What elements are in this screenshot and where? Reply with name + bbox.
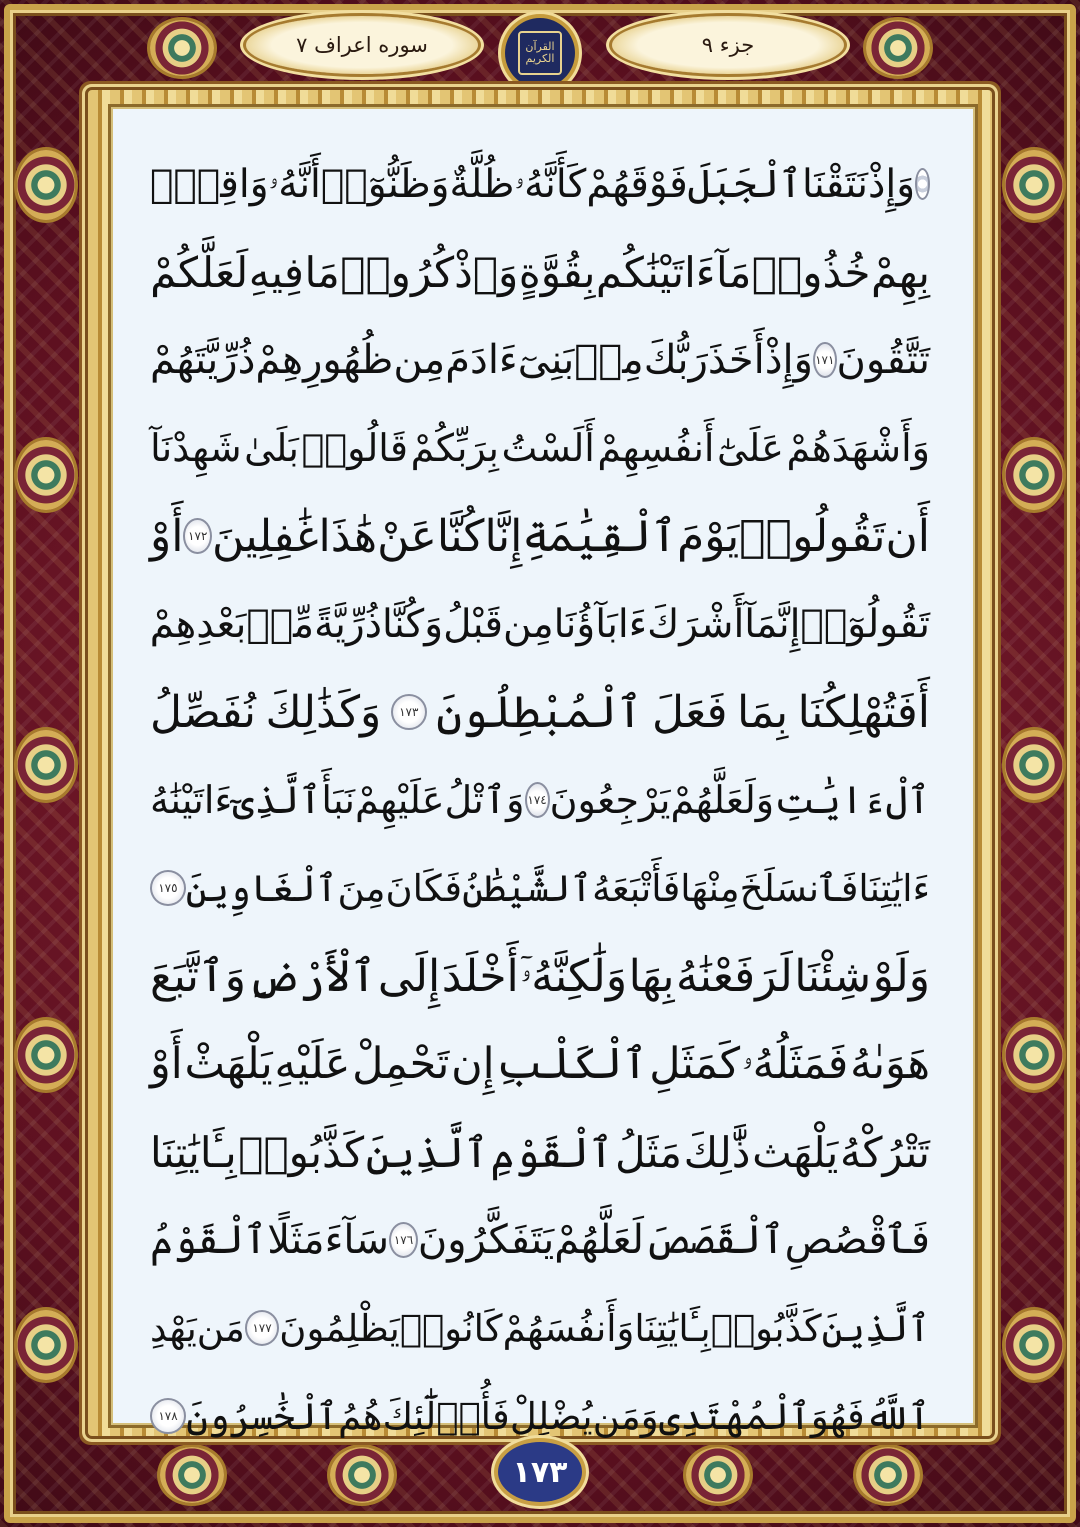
ayah-number-marker: ١٧٧ bbox=[245, 1310, 280, 1346]
verse-word: وَكُنَّا bbox=[382, 601, 444, 647]
verse-word: مَا bbox=[304, 247, 340, 297]
verse-word: مِنۢ bbox=[574, 337, 644, 383]
verse-word: شَهِدْنَآ bbox=[150, 426, 242, 470]
verse-word: ظُهُورِهِمْ bbox=[255, 337, 394, 383]
verse-word: فَأُو۟لَٰٓئِكَ bbox=[382, 1394, 510, 1438]
verse-word: بَعْدِهِمْ bbox=[149, 601, 247, 647]
verse-word: ٱلَّذِينَ bbox=[821, 1306, 930, 1350]
verse-word: ظُلَّةٌ bbox=[449, 161, 515, 207]
ayah-number-marker: ١٧٢ bbox=[183, 518, 211, 554]
verse-word: مَن bbox=[196, 1306, 245, 1350]
verse-word: إِن bbox=[451, 1039, 495, 1089]
verse-word: ٱلَّذِىٓ bbox=[232, 778, 322, 822]
verse-word: أَوْ bbox=[150, 510, 184, 562]
ayah-number-marker: ١٧١ bbox=[813, 342, 837, 378]
verse-word: كَمَثَلِ bbox=[649, 1039, 741, 1089]
verse-line bbox=[150, 1196, 930, 1284]
verse-word: ذُرِّيَّتَهُمْ bbox=[150, 337, 256, 383]
verse-word: سَآءَ bbox=[324, 1217, 390, 1263]
ayah-number-marker: ١٧٤ bbox=[525, 782, 550, 818]
verse-word: ءَايَٰتِنَا bbox=[858, 866, 930, 910]
surah-label: سوره اعراف ۷ bbox=[296, 33, 428, 57]
verse-word: بِمَا bbox=[737, 686, 789, 738]
border-medallion-icon bbox=[17, 1020, 75, 1090]
verse-word: بِرَبِّكُمْ bbox=[410, 426, 499, 470]
verse-word: ءَابَآؤُنَا bbox=[553, 601, 648, 647]
verse-word: وَإِذْ bbox=[868, 161, 916, 207]
verse-word: مَثَلُ bbox=[615, 1127, 682, 1177]
verse-word: ٱلْأَرْضِ bbox=[247, 950, 377, 1002]
verse-word: ٱلْقَوْمُ bbox=[150, 1217, 268, 1263]
verse-word: أَفَتُهْلِكُنَا bbox=[797, 686, 930, 738]
verse-word: عَلَيْهِ bbox=[274, 1039, 351, 1089]
verse-word: وَمَن bbox=[592, 1394, 659, 1438]
verse-word: ٱلْكَلْبِ bbox=[496, 1039, 648, 1089]
verse-word: ذَّٰلِكَ bbox=[683, 1127, 751, 1177]
verse-line bbox=[150, 140, 930, 228]
verse-word: كَأَنَّهُۥ bbox=[514, 161, 587, 207]
page-number: ١٧٣ bbox=[512, 1454, 568, 1490]
verse-word: ٱلْمُبْطِلُونَ bbox=[436, 686, 643, 738]
verse-word: مِن bbox=[503, 601, 554, 647]
rub-el-hizb-icon bbox=[915, 168, 930, 200]
ayah-number-marker: ١٧٣ bbox=[391, 694, 427, 730]
verse-word: ءَادَمَ bbox=[445, 337, 518, 383]
border-medallion-icon bbox=[866, 20, 930, 76]
verse-word: تَقُولُوا۟ bbox=[739, 510, 886, 562]
verse-word: ءَاتَيْنَٰكُم bbox=[595, 247, 716, 297]
ayah-number-marker: ١٧٨ bbox=[150, 1398, 186, 1434]
verse-word: ٱلْقَصَصَ bbox=[644, 1217, 785, 1263]
border-medallion-icon bbox=[17, 440, 75, 510]
verse-word: إِنَّمَآ bbox=[744, 601, 801, 647]
verse-word: نُفَصِّلُ bbox=[150, 686, 256, 738]
verse-word: غَٰفِلِينَ bbox=[211, 510, 319, 562]
verse-word: ٱلْمُهْتَدِى bbox=[658, 1394, 811, 1438]
page-number-medallion bbox=[498, 1442, 582, 1502]
verse-word: فِيهِ bbox=[248, 247, 304, 297]
border-medallion-icon bbox=[17, 1310, 75, 1380]
verse-word: قَبْلُ bbox=[443, 601, 504, 647]
verse-word: مَثَلًا bbox=[267, 1217, 325, 1263]
verse-word: بِهِمْ bbox=[870, 247, 930, 297]
verse-word: قَالُوا۟ bbox=[301, 426, 409, 470]
verse-word: كَانُوا۟ bbox=[399, 1306, 503, 1350]
verse-word: يَرْجِعُونَ bbox=[549, 778, 671, 822]
border-medallion-icon bbox=[1005, 730, 1063, 800]
border-medallion-icon bbox=[1005, 150, 1063, 220]
verse-word: كُنَّا bbox=[436, 510, 485, 562]
verse-word: وَأَنفُسَهُمْ bbox=[502, 1306, 635, 1350]
border-medallion-icon bbox=[1005, 440, 1063, 510]
verse-word: أَنفُسِهِمْ bbox=[597, 426, 715, 470]
verse-word: ٱلَّذِينَ bbox=[365, 1127, 489, 1177]
verse-word: بِـَٔايَٰتِنَا bbox=[150, 1127, 237, 1177]
verse-word: هَوَىٰهُ bbox=[850, 1039, 930, 1089]
border-medallion-icon bbox=[150, 20, 214, 76]
verse-word: أَوْ bbox=[150, 1039, 183, 1089]
verse-word: نَبَأَ bbox=[321, 778, 355, 822]
verse-word: كَذَّبُوا۟ bbox=[710, 1306, 822, 1350]
verse-word: تَتْرُكْهُ bbox=[839, 1127, 930, 1177]
verse-word: أَشْرَكَ bbox=[647, 601, 745, 647]
verse-word: ٱلْجَبَلَ bbox=[687, 161, 802, 207]
verse-word: ٱلْخَٰسِرُونَ bbox=[186, 1394, 339, 1438]
verse-word: تَحْمِلْ bbox=[352, 1039, 450, 1089]
verse-word: ٱلشَّيْطَٰنُ bbox=[462, 866, 593, 910]
logo-text: القرآن الكريم bbox=[525, 40, 555, 65]
juz-cartouche bbox=[612, 16, 844, 74]
verse-word: لَعَلَّكُمْ bbox=[150, 247, 249, 297]
verse-word: إِنَّا bbox=[484, 510, 523, 562]
logo-square bbox=[518, 31, 562, 75]
verse-word: ذُرِّيَّةً bbox=[314, 601, 383, 647]
verse-word: مِنَ bbox=[337, 866, 386, 910]
verse-word: وَكَذَٰلِكَ bbox=[265, 686, 382, 738]
quran-logo-icon bbox=[505, 18, 575, 88]
verse-word: يُضْلِلْ bbox=[509, 1394, 593, 1438]
verse-word: أَن bbox=[885, 510, 930, 562]
verse-word: عَنْ bbox=[377, 510, 437, 562]
verse-line bbox=[150, 580, 930, 668]
verse-word: وَٱذْكُرُوا۟ bbox=[340, 247, 519, 297]
verse-word: فَوْقَهُمْ bbox=[586, 161, 688, 207]
verse-word: عَلَيْهِمْ bbox=[355, 778, 445, 822]
verse-word: بِـَٔايَٰتِنَا bbox=[634, 1306, 711, 1350]
verse-line bbox=[150, 1020, 930, 1108]
verse-line bbox=[150, 844, 930, 932]
border-medallion-icon bbox=[17, 730, 75, 800]
verse-word: فَمَثَلُهُۥ bbox=[741, 1039, 849, 1089]
verse-line bbox=[150, 316, 930, 404]
verse-line bbox=[150, 756, 930, 844]
verse-word: يَظْلِمُونَ bbox=[279, 1306, 400, 1350]
verse-word: وَظَنُّوٓا۟ bbox=[320, 161, 450, 207]
verse-word: وَلَعَلَّهُمْ bbox=[670, 778, 775, 822]
verse-word: عَلَىٰٓ bbox=[716, 426, 784, 470]
verse-word: إِلَى bbox=[377, 950, 441, 1002]
verse-word: ٱلْقِيَٰمَةِ bbox=[522, 510, 678, 562]
verse-word: كَذَّبُوا۟ bbox=[238, 1127, 365, 1177]
verse-word: بِقُوَّةٍ bbox=[518, 247, 596, 297]
verse-word: وَأَشْهَدَهُمْ bbox=[786, 426, 930, 470]
verse-word: يَتَفَكَّرُونَ bbox=[417, 1217, 555, 1263]
verse-word: وَٱتَّبَعَ bbox=[150, 950, 247, 1002]
verse-word: شِئْنَا bbox=[794, 950, 872, 1002]
verse-word: لَعَلَّهُمْ bbox=[554, 1217, 644, 1263]
border-medallion-icon bbox=[17, 150, 75, 220]
verse-word: بَنِىٓ bbox=[517, 337, 575, 383]
verse-word: مِّنۢ bbox=[246, 601, 315, 647]
ayah-number-marker: ١٧٥ bbox=[150, 870, 186, 906]
verse-word: أَنَّهُۥ bbox=[268, 161, 321, 207]
verse-text-block bbox=[149, 140, 930, 1438]
verse-word: أَخَذَ bbox=[707, 337, 765, 383]
verse-word: فَٱقْصُصِ bbox=[784, 1217, 930, 1263]
verse-word: بِهَا bbox=[628, 950, 675, 1002]
verse-word: هَٰذَا bbox=[318, 510, 378, 562]
verse-word: يَوْمَ bbox=[677, 510, 740, 562]
verse-word: يَلْهَث bbox=[752, 1127, 839, 1177]
verse-word: وَاقِعٌۢ bbox=[150, 161, 269, 207]
verse-word: مَآ bbox=[716, 247, 752, 297]
verse-word: يَلْهَثْ bbox=[184, 1039, 273, 1089]
verse-word: ٱلْقَوْمِ bbox=[490, 1127, 614, 1177]
verse-line bbox=[150, 492, 930, 580]
border-medallion-icon bbox=[1005, 1020, 1063, 1090]
verse-word: هُمُ bbox=[338, 1394, 383, 1438]
verse-word: نَتَقْنَا bbox=[801, 161, 868, 207]
verse-line bbox=[150, 1108, 930, 1196]
verse-line bbox=[150, 228, 930, 316]
verse-word: بَلَىٰ bbox=[244, 426, 299, 470]
juz-label: جزء ۹ bbox=[701, 33, 755, 57]
verse-word: فَٱنسَلَخَ bbox=[739, 866, 859, 910]
verse-line bbox=[150, 668, 930, 756]
verse-word: لَرَفَعْنَٰهُ bbox=[676, 950, 793, 1002]
surah-cartouche bbox=[246, 16, 478, 74]
verse-line bbox=[150, 1284, 930, 1372]
verse-word: رَبُّكَ bbox=[643, 337, 708, 383]
border-medallion-icon bbox=[1005, 1310, 1063, 1380]
verse-word: ءَاتَيْنَٰهُ bbox=[150, 778, 233, 822]
verse-word: تَتَّقُونَ bbox=[836, 337, 930, 383]
verse-word: فَكَانَ bbox=[385, 866, 463, 910]
verse-word: مِن bbox=[393, 337, 446, 383]
verse-word: فَهُوَ bbox=[810, 1394, 865, 1438]
verse-word: يَهْدِ bbox=[150, 1306, 197, 1350]
verse-word: فَأَتْبَعَهُ bbox=[592, 866, 681, 910]
verse-word: وَلَٰكِنَّهُۥٓ bbox=[520, 950, 628, 1002]
verse-word: وَلَوْ bbox=[872, 950, 930, 1002]
verse-word: ٱلْغَاوِينَ bbox=[185, 866, 338, 910]
verse-word: ٱلْءَايَٰتِ bbox=[774, 778, 930, 822]
verse-line bbox=[150, 932, 930, 1020]
verse-word: تَقُولُوٓا۟ bbox=[800, 601, 930, 647]
verse-word: ٱللَّهُ bbox=[864, 1394, 930, 1438]
verse-word: وَٱتْلُ bbox=[444, 778, 525, 822]
verse-word: وَإِذْ bbox=[764, 337, 813, 383]
verse-word: أَلَسْتُ bbox=[501, 426, 595, 470]
verse-line bbox=[150, 404, 930, 492]
verse-word: مِنْهَا bbox=[680, 866, 740, 910]
verse-word: خُذُوا۟ bbox=[751, 247, 871, 297]
verse-word: فَعَلَ bbox=[651, 686, 728, 738]
ayah-number-marker: ١٧٦ bbox=[389, 1222, 418, 1258]
verse-word: أَخْلَدَ bbox=[441, 950, 519, 1002]
